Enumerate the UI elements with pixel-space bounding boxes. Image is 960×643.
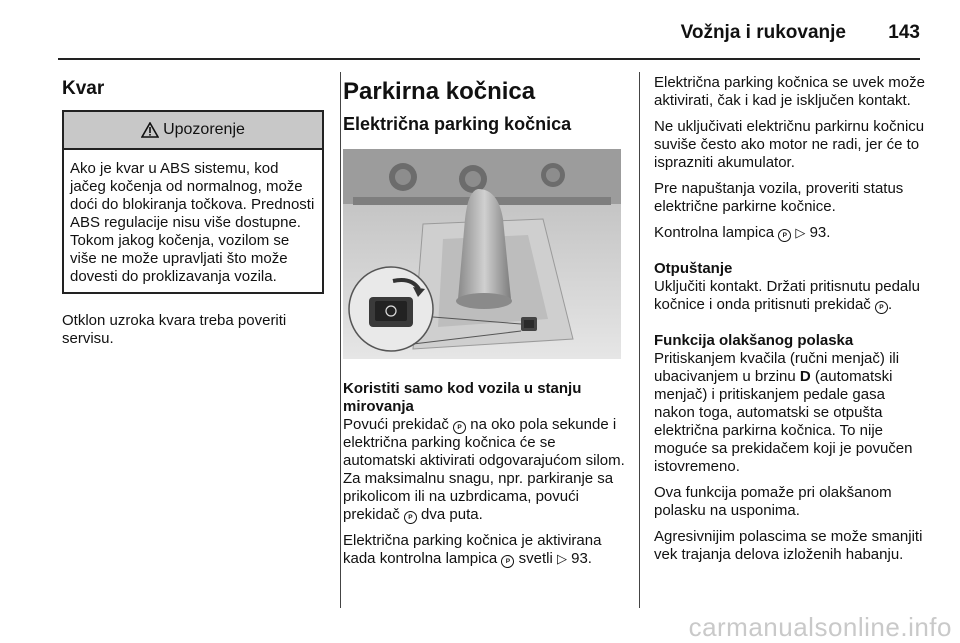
header-rule: [58, 58, 920, 60]
column-1: [62, 74, 324, 356]
page-reference-arrow-icon: ▷: [556, 551, 567, 566]
release-heading: Otpuštanje: [654, 260, 733, 277]
warning-text: Ako je kvar u ABS sistemu, kod jačeg kočenja od normalnog, može doći do blokiranja točkova. Prednosti ABS regulacije nisu više dostupne. Tokom jakog kočenja, vozilom se više ne može upravljati što može dovesti do proklizavanja vozila.: [70, 160, 315, 285]
paragraph-hill-start: Ova funkcija pomaže pri olakšanom polasku na usponima.: [654, 484, 892, 519]
release-paragraph: Uključiti kontakt. Držati pritisnutu pedalu kočnice i onda pritisnuti prekidač P .: [654, 278, 920, 313]
parking-brake-photo: [343, 149, 621, 359]
kvar-paragraph: Otklon uzroka kvara treba poveriti servisu.: [62, 312, 287, 347]
column-2: [343, 74, 627, 576]
parking-brake-icon: P: [404, 511, 417, 524]
warning-title: Upozorenje: [163, 121, 245, 138]
warning-header: [64, 112, 322, 150]
page-number: 143: [888, 22, 920, 43]
running-head-title: Vožnja i rukovanje: [680, 22, 846, 43]
drive-away-assist-heading: Funkcija olakšanog polaska: [654, 332, 854, 349]
section-title: Parkirna kočnica: [343, 78, 536, 105]
kvar-heading: Kvar: [62, 78, 105, 99]
paragraph-battery: Ne uključivati električnu parkirnu kočnicu suviše često ako motor ne radi, jer će to isprazniti akumulator.: [654, 118, 925, 171]
parking-brake-icon: P: [875, 301, 888, 314]
drive-away-assist-paragraph: Pritiskanjem kvačila (ručni menjač) ili ubacivanjem u brzinu D (automatski menjač) i pritiskanjem pedale gasa nakon toga, automatski se otpušta električna parkirna kočnica. To nije moguće sa prekidačem koji je povučen istovremeno.: [654, 350, 913, 475]
paragraph-wear: Agresivnijim polascima se može smanjiti vek trajanja delova izloženih habanju.: [654, 528, 923, 563]
warning-box: [62, 110, 324, 294]
paragraph-check-status: Pre napuštanja vozila, proveriti status električne parkirne kočnice.: [654, 180, 904, 215]
active-paragraph: Električna parking kočnica je aktivirana kada kontrolna lampica P svetli ▷ 93.: [343, 532, 602, 567]
warning-triangle-icon: [141, 122, 159, 138]
subsection-title: Električna parking kočnica: [343, 114, 572, 134]
page-reference-arrow-icon: ▷: [795, 225, 806, 240]
parking-brake-icon: P: [778, 229, 791, 242]
parking-brake-icon: P: [453, 421, 466, 434]
usage-heading: Koristiti samo kod vozila u stanju mirovanja: [343, 380, 582, 415]
usage-paragraph: Povući prekidač P na oko pola sekunde i električna parking kočnica će se automatski aktivirati odgovarajućom silom. Za maksimalnu snagu, npr. parkiranje sa prikolicom ili na uzbrdicama, povući prekidač P dva puta.: [343, 416, 625, 523]
parking-brake-icon: P: [501, 555, 514, 568]
watermark: carmanualsonline.info: [688, 612, 952, 642]
column-divider-2: [639, 72, 640, 608]
paragraph-control-lamp: Kontrolna lampica P ▷ 93.: [654, 224, 831, 241]
column-divider-1: [340, 72, 341, 608]
column-3: [654, 74, 926, 572]
paragraph-always-activate: Električna parking kočnica se uvek može aktivirati, čak i kad je isključen kontakt.: [654, 74, 925, 109]
